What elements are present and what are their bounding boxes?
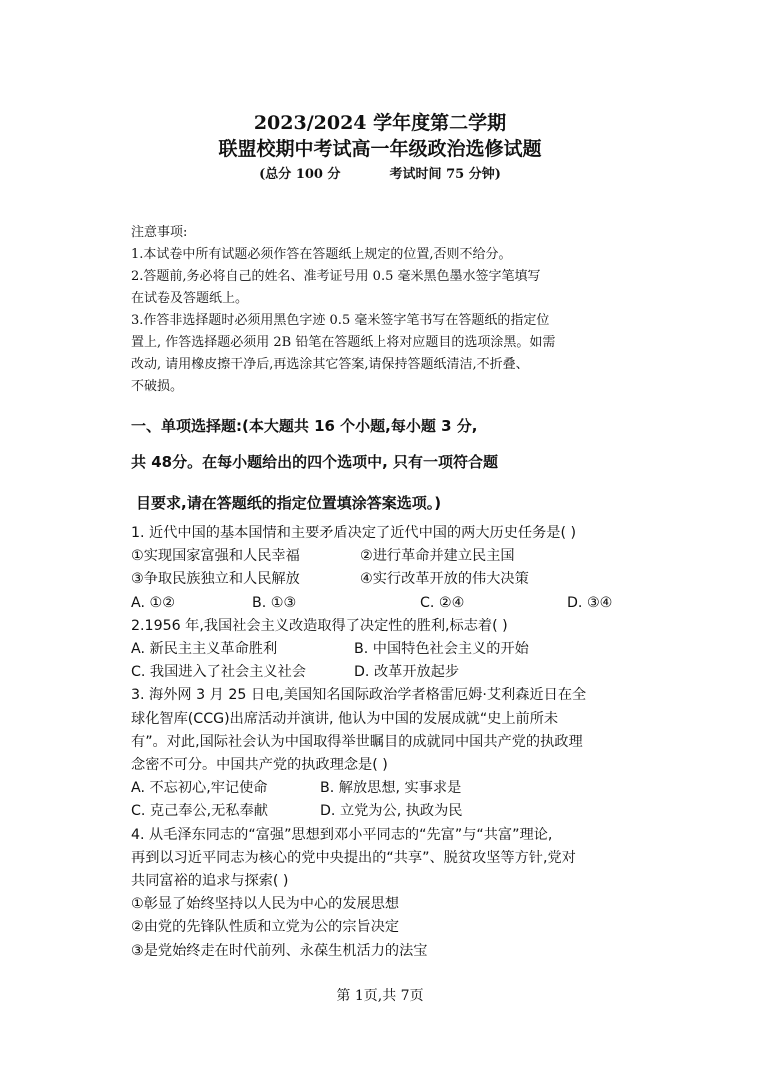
questions bbox=[131, 522, 651, 963]
option: ③是党始终走在时代前列、永葆生机活力的法宝 bbox=[131, 942, 428, 959]
answer-b: B. 中国特色社会主义的开始 bbox=[354, 640, 529, 657]
question-2-stem: 2.1956 年,我国社会主义改造取得了决定性的胜利,标志着( ) bbox=[131, 617, 508, 634]
section-heading-cont: 共 48分。在每小题给出的四个选项中, 只有一项符合题 bbox=[131, 453, 499, 471]
option: ①实现国家富强和人民幸福 bbox=[131, 548, 300, 565]
option: ②由党的先锋队性质和立党为公的宗旨决定 bbox=[131, 919, 400, 936]
instruction-line: 置上, 作答选择题必须用 2B 铅笔在答题纸上将对应题目的选项涂黑。如需 bbox=[131, 335, 556, 350]
option: ①彰显了始终坚持以人民为中心的发展思想 bbox=[131, 896, 400, 913]
answer-a: A. 不忘初心,牢记使命 bbox=[131, 780, 268, 797]
answer-a: A. 新民主主义革命胜利 bbox=[131, 640, 278, 657]
answer-d: D. ③④ bbox=[567, 594, 613, 611]
exam-subject-title: 联盟校期中考试高一年级政治选修试题 bbox=[218, 138, 542, 160]
instruction-line: 1.本试卷中所有试题必须作答在答题纸上规定的位置,否则不给分。 bbox=[131, 247, 512, 262]
question-3-stem: 有”。对此,国际社会认为中国取得举世瞩目的成就同中国共产党的执政理 bbox=[131, 733, 583, 750]
option: ②进行革命并建立民主国 bbox=[360, 548, 515, 565]
instruction-line: 在试卷及答题纸上。 bbox=[131, 291, 249, 306]
question-1-stem: 1. 近代中国的基本国情和主要矛盾决定了近代中国的两大历史任务是( ) bbox=[131, 525, 577, 541]
exam-term-title: 2023/2024 学年度第二学期 bbox=[253, 112, 507, 134]
exam-meta bbox=[0, 163, 760, 182]
answer-d: D. 改革开放起步 bbox=[354, 664, 460, 681]
answer-b: B. 解放思想, 实事求是 bbox=[320, 780, 462, 797]
question-4-stem: 4. 从毛泽东同志的“富强”思想到邓小平同志的“先富”与“共富”理论, bbox=[131, 826, 553, 843]
exam-duration: 考试时间 75 分钟) bbox=[389, 167, 501, 182]
answer-d: D. 立党为公, 执政为民 bbox=[320, 803, 463, 820]
page-footer: 第 1页,共 7页 bbox=[336, 988, 424, 1004]
option: ④实行改革开放的伟大决策 bbox=[360, 571, 529, 588]
question-3-stem: 球化智库(CCG)出席活动并演讲, 他认为中国的发展成就“史上前所未 bbox=[131, 710, 559, 727]
instruction-line: 不破损。 bbox=[131, 379, 184, 394]
answer-c: C. ②④ bbox=[420, 594, 465, 611]
question-2-answers bbox=[131, 638, 651, 661]
question-2-answers bbox=[131, 661, 651, 684]
section-heading-cont: 目要求,请在答题纸的指定位置填涂答案选项。) bbox=[136, 494, 442, 512]
question-4-stem: 共同富裕的追求与探索( ) bbox=[131, 872, 289, 889]
answer-c: C. 我国进入了社会主义社会 bbox=[131, 664, 306, 681]
question-3-answers bbox=[131, 800, 651, 823]
question-3-stem: 念密不可分。中国共产党的执政理念是( ) bbox=[131, 756, 388, 773]
question-1-options bbox=[131, 545, 651, 568]
instructions-title: 注意事项: bbox=[131, 225, 188, 240]
question-3-answers bbox=[131, 777, 651, 800]
total-score: (总分 100 分 bbox=[259, 167, 341, 182]
answer-c: C. 克己奉公,无私奉献 bbox=[131, 803, 268, 820]
answer-b: B. ①③ bbox=[252, 594, 297, 611]
option: ③争取民族独立和人民解放 bbox=[131, 571, 300, 588]
question-1-answers bbox=[131, 592, 651, 615]
instruction-line: 3.作答非选择题时必须用黑色字迹 0.5 毫米签字笔书写在答题纸的指定位 bbox=[131, 313, 550, 328]
instructions bbox=[131, 222, 651, 398]
question-1-options bbox=[131, 568, 651, 591]
instruction-line: 改动, 请用橡皮擦干净后,再选涂其它答案,请保持答题纸清洁,不折叠、 bbox=[131, 357, 529, 372]
section-heading: 一、单项选择题:(本大题共 16 个小题,每小题 3 分, bbox=[131, 417, 478, 435]
question-4-stem: 再到以习近平同志为核心的党中央提出的“共享”、脱贫攻坚等方针,党对 bbox=[131, 849, 576, 866]
question-3-stem: 3. 海外网 3 月 25 日电,美国知名国际政治学者格雷厄姆·艾利森近日在全 bbox=[131, 687, 587, 704]
answer-a: A. ①② bbox=[131, 594, 175, 611]
instruction-line: 2.答题前,务必将自己的姓名、准考证号用 0.5 毫米黑色墨水签字笔填写 bbox=[131, 269, 541, 284]
